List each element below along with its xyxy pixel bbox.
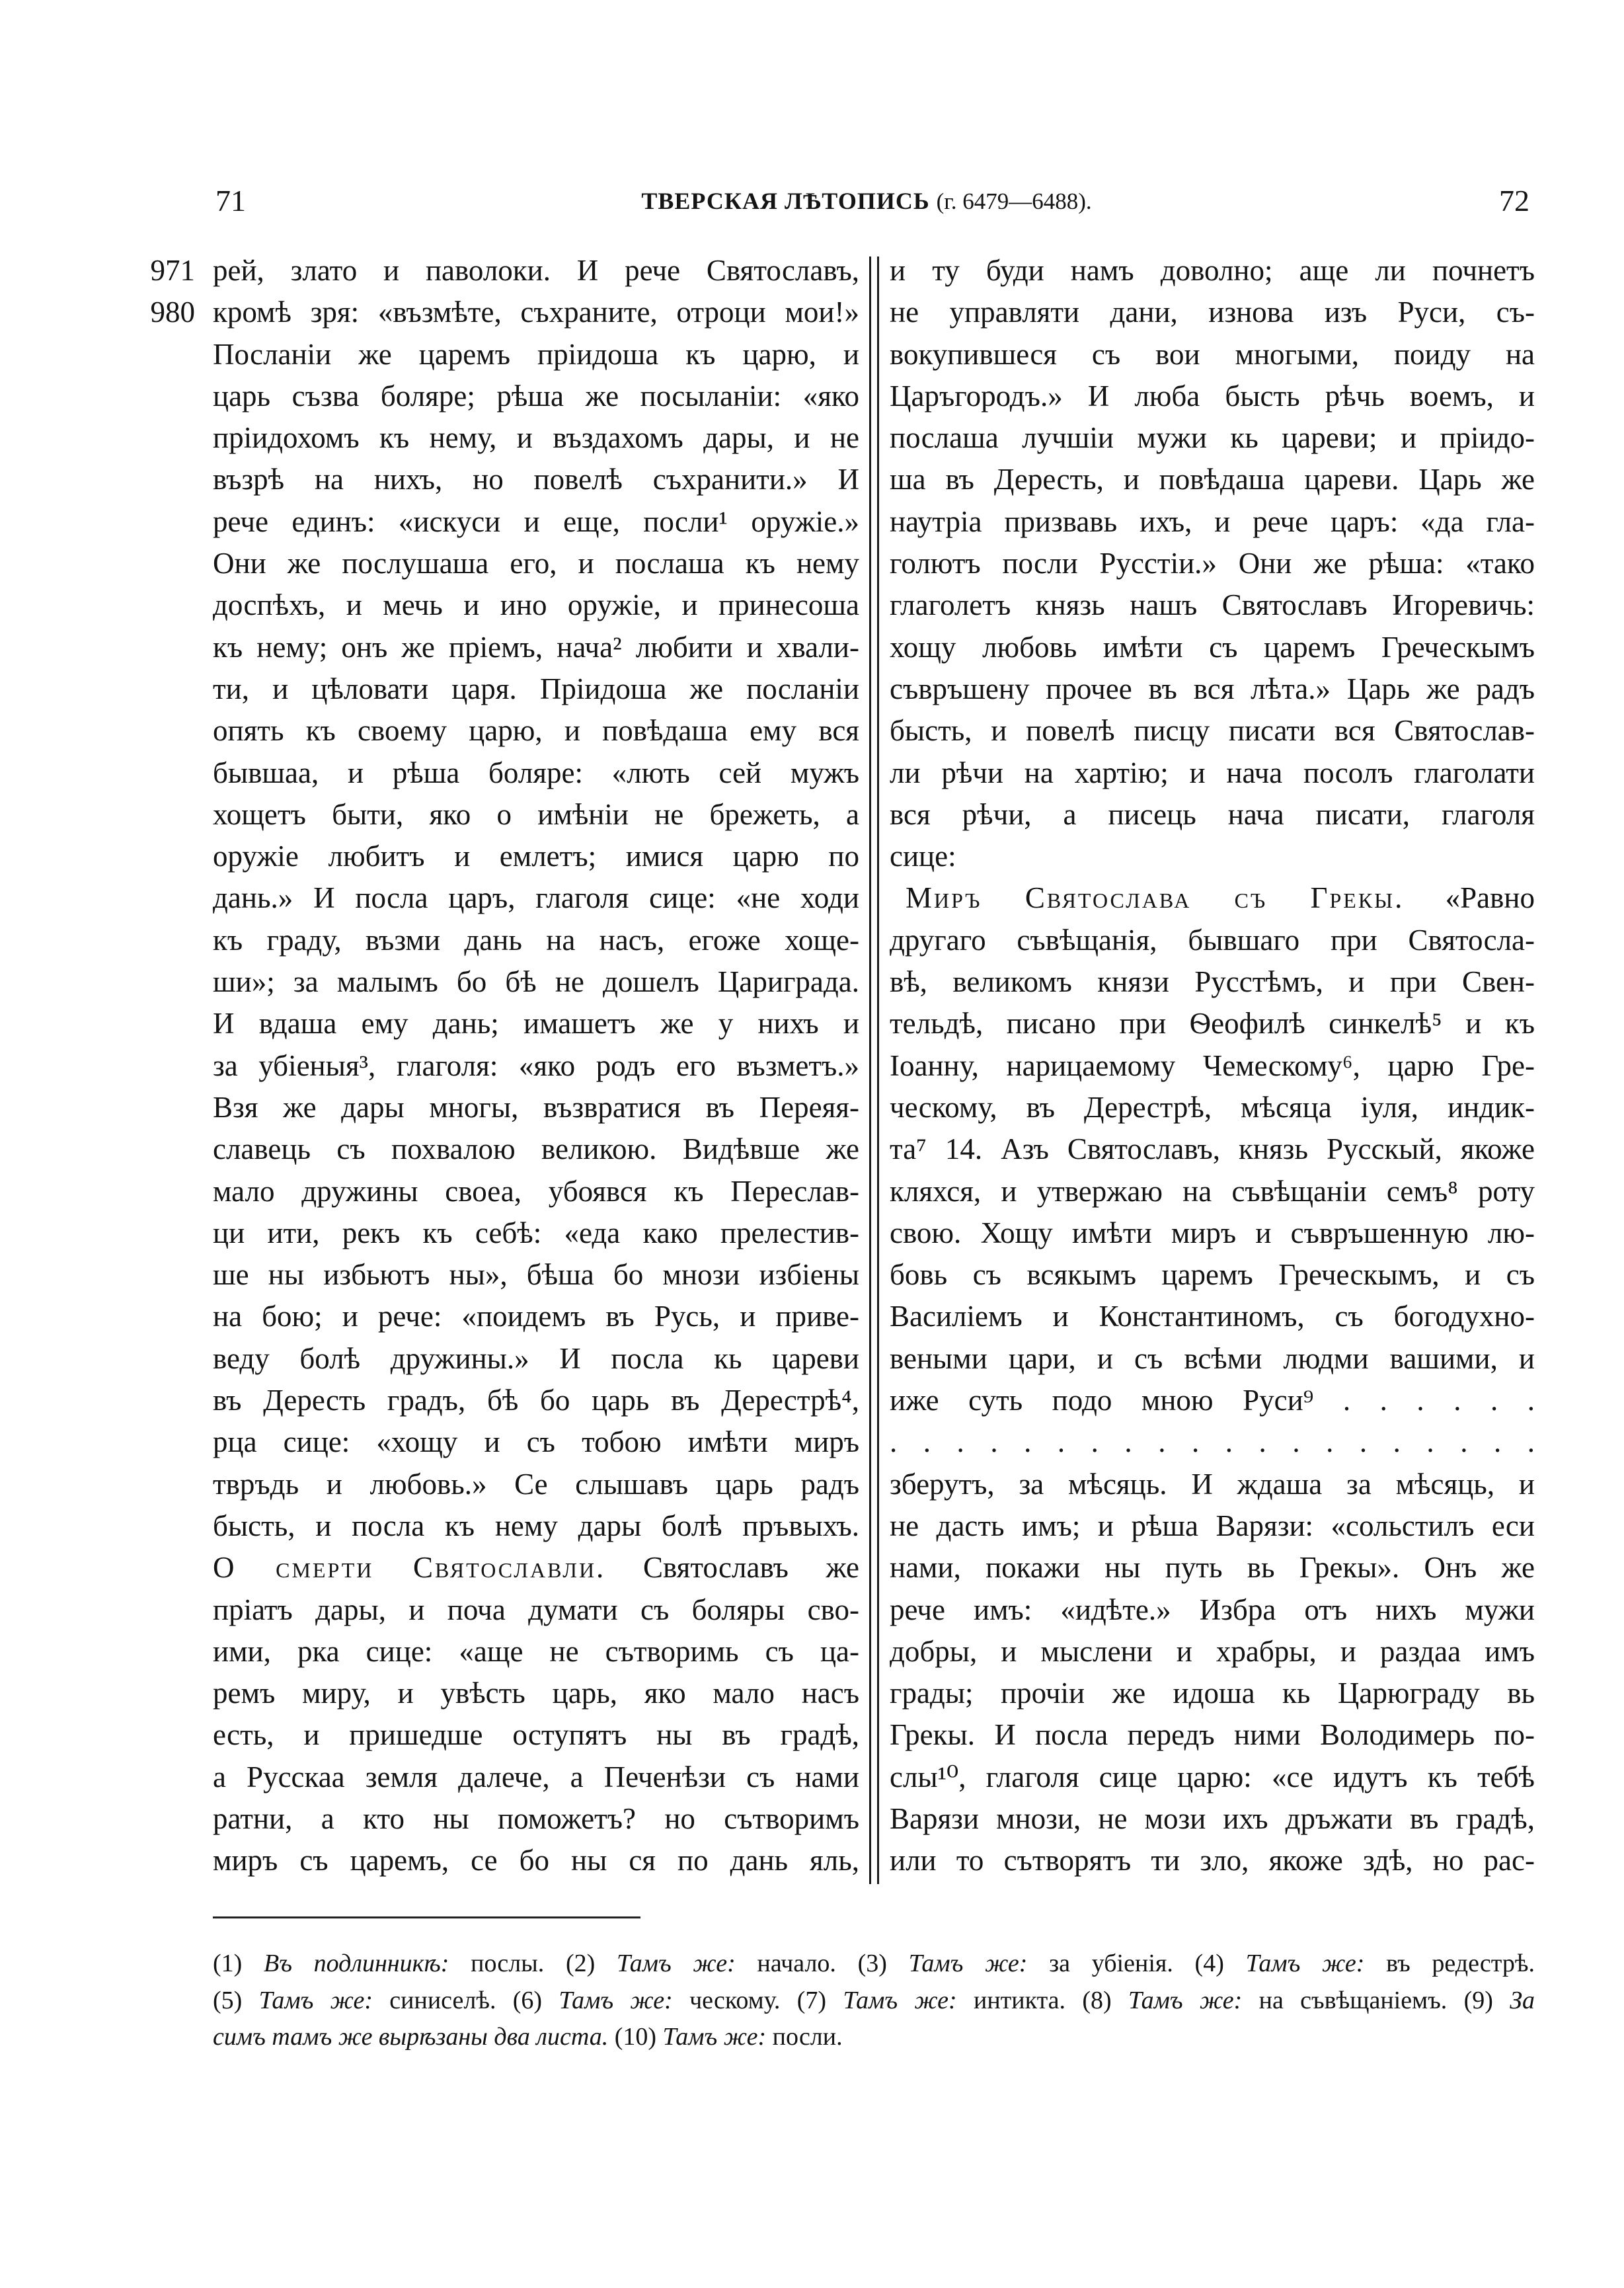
footnote-source: Тамъ же: <box>616 1950 736 1977</box>
text-line: сице: <box>890 840 956 873</box>
column-divider <box>869 256 871 1884</box>
footnote-text: интикта. (8) <box>956 1986 1128 2014</box>
footnote-source: Тамъ же: <box>1128 1986 1243 2014</box>
footnote-source: симъ тамъ же вырѣзаны два листа. <box>213 2023 609 2051</box>
page-number-left: 71 <box>215 184 246 217</box>
text-line: царь съзва боляре; рѣша же посыланіи: «яко <box>213 379 859 413</box>
text-line: не управляти дани, изнова изъ Руси, съ- <box>890 296 1535 329</box>
text-line: тельдѣ, писано при Ѳеофилѣ синкелѣ⁵ и къ <box>890 1007 1535 1041</box>
text-line: нами, покажи ны путь вь Грекы». Онъ же <box>890 1551 1535 1585</box>
text-line: зберутъ, за мѣсяць. И ждаша за мѣсяць, и <box>890 1467 1535 1501</box>
text-line: ше ны избьютъ ны», бѣша бо мнози избіены <box>213 1258 859 1292</box>
right-column <box>890 250 1535 1882</box>
text-line <box>213 1547 859 1589</box>
footnote-text: послы. (2) <box>449 1950 617 1977</box>
text-line: Царъгородъ.» И люба бысть рѣчь воемъ, и <box>890 379 1535 413</box>
text-line: ци ити, рекъ къ себѣ: «еда како прелестив- <box>213 1216 859 1249</box>
text-line: опять къ своему царю, и повѣдаша ему вся <box>213 714 859 748</box>
text-line: и ту буди намъ доволно; аще ли почнетъ <box>890 254 1535 287</box>
text-line: Василіемъ и Константиномъ, съ богодухно- <box>890 1300 1535 1333</box>
section-heading: Миръ Святослава съ Грекы. <box>906 881 1405 915</box>
text-fragment: Святославъ же <box>605 1551 859 1585</box>
text-line: бысть, и посла къ нему дары болѣ пръвыхъ. <box>213 1509 859 1542</box>
text-line: пріидохомъ къ нему, и въздахомъ дары, и не <box>213 421 859 455</box>
running-title <box>641 180 1091 222</box>
footnote-text: за убіенія. (4) <box>1027 1950 1246 1977</box>
footnote-text: синиселѣ. (6) <box>373 1986 559 2014</box>
text-line: на бою; и рече: «поидемъ въ Русь, и приве- <box>213 1300 859 1333</box>
running-title-text: ТВЕРСКАЯ ЛѢТОПИСЬ <box>641 188 930 214</box>
text-line: ческому, въ Дерестрѣ, мѣсяца іуля, индик- <box>890 1090 1535 1124</box>
text-line: веду болѣ дружины.» И посла кь цареви <box>213 1341 859 1375</box>
text-line: есть, и пришедше оступятъ ны въ градѣ, <box>213 1718 859 1752</box>
text-line: или то сътворятъ ти зло, якоже здѣ, но рас- <box>890 1844 1535 1877</box>
text-line: послаша лучшіи мужи кь цареви; и пріидо- <box>890 421 1535 455</box>
text-line: свою. Хощу имѣти миръ и съвръшенную лю- <box>890 1216 1535 1249</box>
text-line: рече единъ: «искуси и еще, посли¹ оружіе.» <box>213 504 859 538</box>
text-line: ши»; за малымъ бо бѣ не дошелъ Цариграда. <box>213 965 859 999</box>
text-line: ремъ миру, и увѣсть царь, яко мало насъ <box>213 1677 859 1710</box>
column-divider <box>877 256 879 1884</box>
footnote-source: Тамъ же: <box>843 1986 957 2014</box>
text-line: за убіеныя³, глаголя: «яко родъ его възметъ.» <box>213 1048 859 1082</box>
text-line: рей, злато и паволоки. И рече Святославъ, <box>213 254 859 287</box>
footnote-source: За <box>1510 1986 1535 2014</box>
text-line: вся рѣчи, а писець нача писати, глаголя <box>890 797 1535 831</box>
text-line: иже суть подо мною Руси⁹ . . . . . . <box>890 1384 1535 1417</box>
footnote-line <box>213 1946 1535 1983</box>
text-line: твръдь и любовь.» Се слышавъ царь радъ <box>213 1467 859 1501</box>
text-line: оружіе любитъ и емлетъ; имися царю по <box>213 840 859 873</box>
text-line: глаголетъ князь нашъ Святославъ Игоревичь: <box>890 588 1535 622</box>
left-column <box>213 250 859 1882</box>
margin-year-end: 980 <box>150 296 195 329</box>
text-line: добры, и мыслени и храбры, и раздаа имъ <box>890 1634 1535 1668</box>
text-line: хощу любовь имѣти съ царемъ Греческымъ <box>890 630 1535 664</box>
footnote-source: Тамъ же: <box>908 1950 1028 1977</box>
text-fragment: «Равно <box>1404 881 1535 915</box>
text-line: ими, рка сице: «аще не сътворимь съ ца- <box>213 1634 859 1668</box>
text-line: въ Дересть градъ, бѣ бо царь въ Дерестрѣ⁴, <box>213 1384 859 1417</box>
footnote-source: Тамъ же: <box>258 1986 373 2014</box>
text-line: веными цари, и съ всѣми людми вашими, и <box>890 1341 1535 1375</box>
footnote-source: Въ подлинникѣ: <box>264 1950 449 1977</box>
section-heading: О смерти Святославли. <box>213 1551 606 1585</box>
text-line: рца сице: «хощу и съ тобою имѣти миръ <box>213 1425 859 1459</box>
text-line: дань.» И посла царъ, глаголя сице: «не ходи <box>213 881 859 915</box>
text-line: Они же послушаша его, и послаша къ нему <box>213 547 859 580</box>
text-line <box>890 877 1535 919</box>
footnote-source: Тамъ же: <box>662 2023 767 2051</box>
text-line: ша въ Дересть, и повѣдаша цареви. Царь же <box>890 463 1535 496</box>
running-title-years: (г. 6479—6488). <box>936 188 1092 214</box>
footnote-source: Тамъ же: <box>1245 1950 1365 1977</box>
text-line: Іоанну, нарицаемому Чемескому⁶, царю Гре- <box>890 1048 1535 1082</box>
footnote-text: посли. <box>766 2023 843 2051</box>
text-line: ратни, а кто ны поможетъ? но сътворимъ <box>213 1801 859 1835</box>
text-line: Посланіи же царемъ пріидоша къ царю, и <box>213 337 859 371</box>
text-line: Грекы. И посла передъ ними Володимерь по- <box>890 1718 1535 1752</box>
text-line: миръ съ царемъ, се бо ны ся по дань яль, <box>213 1844 859 1877</box>
footnote-text: (10) <box>608 2023 663 2051</box>
text-line: къ граду, възми дань на насъ, егоже хоще- <box>213 923 859 957</box>
text-line: вѣ, великомъ князи Русстѣмъ, и при Свен- <box>890 965 1535 999</box>
footnote-text: на съвѣщаніемъ. (9) <box>1242 1986 1510 2014</box>
footnote-line <box>213 2019 1535 2056</box>
text-line: мало дружины своеа, убоявся къ Переслав- <box>213 1174 859 1208</box>
text-line: кляхся, и утвержаю на съвѣщаніи семъ⁸ роту <box>890 1174 1535 1208</box>
text-line: бысть, и повелѣ писцу писати вся Святослав- <box>890 714 1535 748</box>
page-number-right: 72 <box>1499 184 1529 217</box>
text-line: Варязи мнози, не мози ихъ дръжати въ градѣ, <box>890 1801 1535 1835</box>
text-line: къ нему; онъ же пріемъ, нача² любити и хвали- <box>213 630 859 664</box>
text-line: слы¹⁰, глаголя сице царю: «се идутъ къ тебѣ <box>890 1760 1535 1794</box>
text-line: бовь съ всякымъ царемъ Греческымъ, и съ <box>890 1258 1535 1292</box>
text-line: съвръшену прочее въ вся лѣта.» Царь же радъ <box>890 672 1535 705</box>
footnote-line <box>213 1983 1535 2020</box>
text-line: славець съ похвалою великою. Видѣвше же <box>213 1132 859 1166</box>
text-line: пріатъ дары, и поча думати съ боляры сво- <box>213 1593 859 1626</box>
text-line: грады; прочіи же идоша кь Царюграду вь <box>890 1677 1535 1710</box>
text-line: другаго съвѣщанія, бывшаго при Святосла- <box>890 923 1535 957</box>
footnotes <box>213 1946 1535 2056</box>
text-line: възрѣ на нихъ, но повелѣ съхранити.» И <box>213 463 859 496</box>
footnote-text: ческому. (7) <box>672 1986 843 2014</box>
text-line: та⁷ 14. Азъ Святославъ, князь Русскый, якоже <box>890 1132 1535 1166</box>
footnote-rule <box>213 1916 640 1918</box>
text-line: кромѣ зря: «възмѣте, съхраните, отроци мои!» <box>213 296 859 329</box>
margin-year-start: 971 <box>150 254 195 287</box>
text-line: наутріа призвавь ихъ, и рече царъ: «да гла- <box>890 504 1535 538</box>
text-line: рече имъ: «идѣте.» Избра отъ нихъ мужи <box>890 1593 1535 1626</box>
text-line: И вдаша ему дань; имашетъ же у нихъ и <box>213 1007 859 1041</box>
text-line: бывшаа, и рѣша боляре: «лють сей мужъ <box>213 756 859 789</box>
text-line: голютъ посли Русстіи.» Они же рѣша: «тако <box>890 547 1535 580</box>
text-line: вокупившеся съ вои многыми, поиду на <box>890 337 1535 371</box>
text-line: Взя же дары многы, възвратися въ Переяя- <box>213 1090 859 1124</box>
text-line: не дасть имъ; и рѣша Варязи: «сольстилъ еси <box>890 1509 1535 1542</box>
text-line: ли рѣчи на хартію; и нача посолъ глаголати <box>890 756 1535 789</box>
text-line: хощетъ быти, яко о имѣніи не брежеть, а <box>213 797 859 831</box>
footnote-text: (5) <box>213 1986 259 2014</box>
footnote-text: (1) <box>213 1950 264 1977</box>
footnote-source: Тамъ же: <box>559 1986 673 2014</box>
text-line: . . . . . . . . . . . . . . . . . . . . <box>890 1425 1535 1459</box>
text-line: а Русскаа земля далече, а Печенѣзи съ нами <box>213 1760 859 1794</box>
footnote-text: начало. (3) <box>735 1950 909 1977</box>
text-line: ти, и цѣловати царя. Пріидоша же посланіи <box>213 672 859 705</box>
footnote-text: въ редестрѣ. <box>1364 1950 1535 1977</box>
text-line: доспѣхъ, и мечь и ино оружіе, и принесоша <box>213 588 859 622</box>
